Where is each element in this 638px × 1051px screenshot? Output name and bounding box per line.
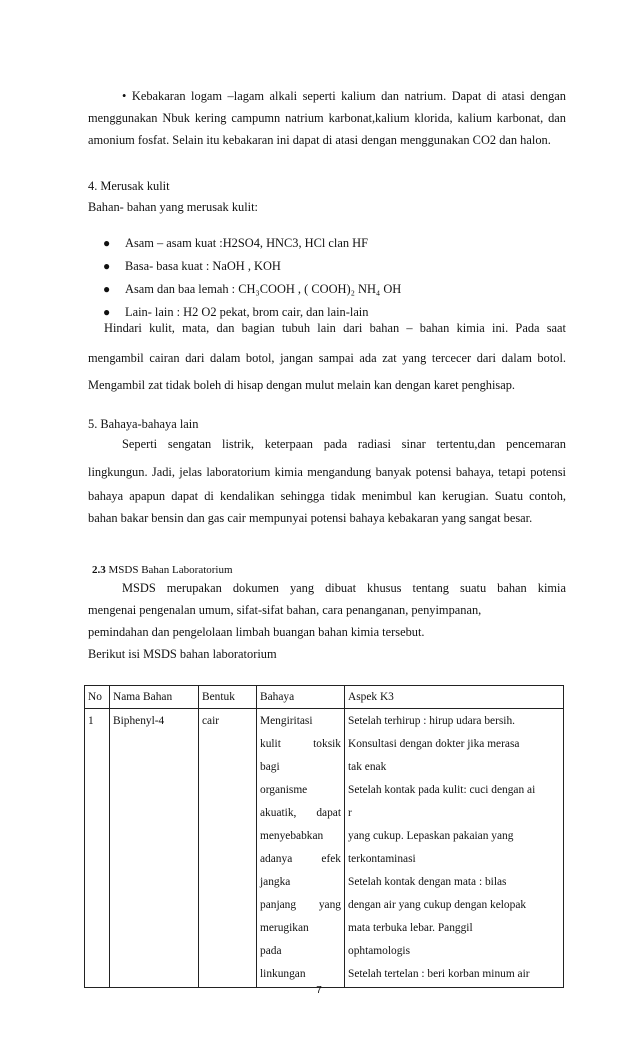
section-4-lead: Bahan- bahan yang merusak kulit: xyxy=(88,200,258,214)
section-title: MSDS Bahan Laboratorium xyxy=(108,564,233,576)
fire-text-line-1: • Kebakaran logam –lagam alkali seperti kalium dan natrium. Dapat di atasi dengan xyxy=(122,89,566,103)
k3-line: r xyxy=(348,807,352,819)
section-5-line-4: bahan bakar bensin dan gas cair mempunyai potensi bahaya kebakaran yang sangat besar. xyxy=(88,511,533,525)
section-5-line-3: bahaya apapun dapat di kendalikan sehingga tidak menimbul kan kerugian. Suatu contoh, xyxy=(88,489,566,503)
section-2-3-line-1: MSDS merupakan dokumen yang dibuat khusus tentang suatu bahan kimia xyxy=(122,581,566,595)
section-4-para-line-1: Hindari kulit, mata, dan bagian tubuh lain dari bahan – bahan kimia ini. Pada saat xyxy=(104,321,566,335)
column-header-name: Nama Bahan xyxy=(110,686,199,709)
list-item: ● Asam – asam kuat :H2SO4, HNC3, HCl clan HF xyxy=(103,232,401,255)
k3-line: dengan air yang cukup dengan kelopak xyxy=(348,899,527,911)
fire-text-line-3: amonium fosfat. Selain itu kebakaran ini dapat di atasi dengan menggunakan CO2 dan halon. xyxy=(88,133,551,147)
k3-line: yang cukup. Lepaskan pakaian yang xyxy=(348,830,514,842)
page-number: 7 xyxy=(316,985,322,996)
k3-line: tak enak xyxy=(348,761,387,773)
section-2-3-line-4: Berikut isi MSDS bahan laboratorium xyxy=(88,647,277,661)
section-5-heading: 5. Bahaya-bahaya lain xyxy=(88,417,199,431)
fire-text-line-2: menggunakan Nbuk kering campumn natrium karbonat,kalium klorida, kalium karbonat, dan xyxy=(88,111,566,125)
hazard-line: jangka xyxy=(260,876,291,888)
hazard-line: adanya efek xyxy=(260,853,341,865)
bullet-icon: ● xyxy=(103,282,111,296)
bullet-icon: ● xyxy=(103,305,111,319)
k3-line: Konsultasi dengan dokter jika merasa xyxy=(348,738,520,750)
skin-damage-list xyxy=(103,232,401,324)
section-4-para-line-2: mengambil cairan dari dalam botol, jangan sampai ada zat yang tercecer dari dalam botol. xyxy=(88,351,566,365)
bullet-icon: ● xyxy=(103,236,111,250)
section-5-line-1: Seperti sengatan listrik, keterpaan pada radiasi sinar tertentu,dan pencemaran xyxy=(122,437,566,451)
section-number: 2.3 xyxy=(92,564,106,576)
cell-form: cair xyxy=(199,709,257,988)
hazard-line: panjang yang xyxy=(260,899,341,911)
hazard-line: organisme xyxy=(260,784,308,796)
column-header-form: Bentuk xyxy=(199,686,257,709)
k3-line: mata terbuka lebar. Panggil xyxy=(348,922,473,934)
section-4-para-line-3: Mengambil zat tidak boleh di hisap dengan mulut melain kan dengan karet penghisap. xyxy=(88,378,516,392)
section-2-3-heading xyxy=(92,560,570,580)
column-header-no: No xyxy=(85,686,110,709)
k3-line: Setelah kontak dengan mata : bilas xyxy=(348,876,507,888)
hazard-line: pada xyxy=(260,945,282,957)
section-5-line-2: lingkungun. Jadi, jelas laboratorium kimia mengandung banyak potensi bahaya, tetapi potensi xyxy=(88,465,566,479)
bullet-icon: ● xyxy=(103,259,111,273)
cell-hazard xyxy=(257,709,345,988)
cell-k3 xyxy=(345,709,564,988)
list-item: ● Lain- lain : H2 O2 pekat, brom cair, dan lain-lain xyxy=(103,301,401,324)
list-item: ● Basa- basa kuat : NaOH , KOH xyxy=(103,255,401,278)
msds-table xyxy=(84,685,564,988)
section-2-3-line-2: mengenai pengenalan umum, sifat-sifat bahan, cara penanganan, penyimpanan, xyxy=(88,603,482,617)
list-item: ● Asam dan baa lemah : CH₃COOH , ( COOH)₂ NH₄ OH xyxy=(103,278,401,301)
column-header-hazard: Bahaya xyxy=(257,686,345,709)
hazard-line: Mengiritasi xyxy=(260,715,313,727)
k3-line: Setelah kontak pada kulit: cuci dengan ai xyxy=(348,784,536,796)
hazard-line: menyebabkan xyxy=(260,830,324,842)
k3-line: Setelah tertelan : beri korban minum air xyxy=(348,968,530,980)
hazard-line: merugikan xyxy=(260,922,309,934)
hazard-line: bagi xyxy=(260,761,280,773)
cell-no: 1 xyxy=(85,709,110,988)
table-row xyxy=(85,709,564,988)
section-2-3-line-3: pemindahan dan pengelolaan limbah buangan bahan kimia tersebut. xyxy=(88,625,425,639)
k3-line: Setelah terhirup : hirup udara bersih. xyxy=(348,715,516,727)
hazard-line: kulit toksik xyxy=(260,738,341,750)
hazard-line: linkungan xyxy=(260,968,306,980)
hazard-line: akuatik, dapat xyxy=(260,807,341,819)
k3-line: ophtamologis xyxy=(348,945,411,957)
section-4-heading: 4. Merusak kulit xyxy=(88,179,170,193)
column-header-k3: Aspek K3 xyxy=(345,686,564,709)
cell-name: Biphenyl-4 xyxy=(110,709,199,988)
table-header-row xyxy=(85,686,564,709)
k3-line: terkontaminasi xyxy=(348,853,416,865)
